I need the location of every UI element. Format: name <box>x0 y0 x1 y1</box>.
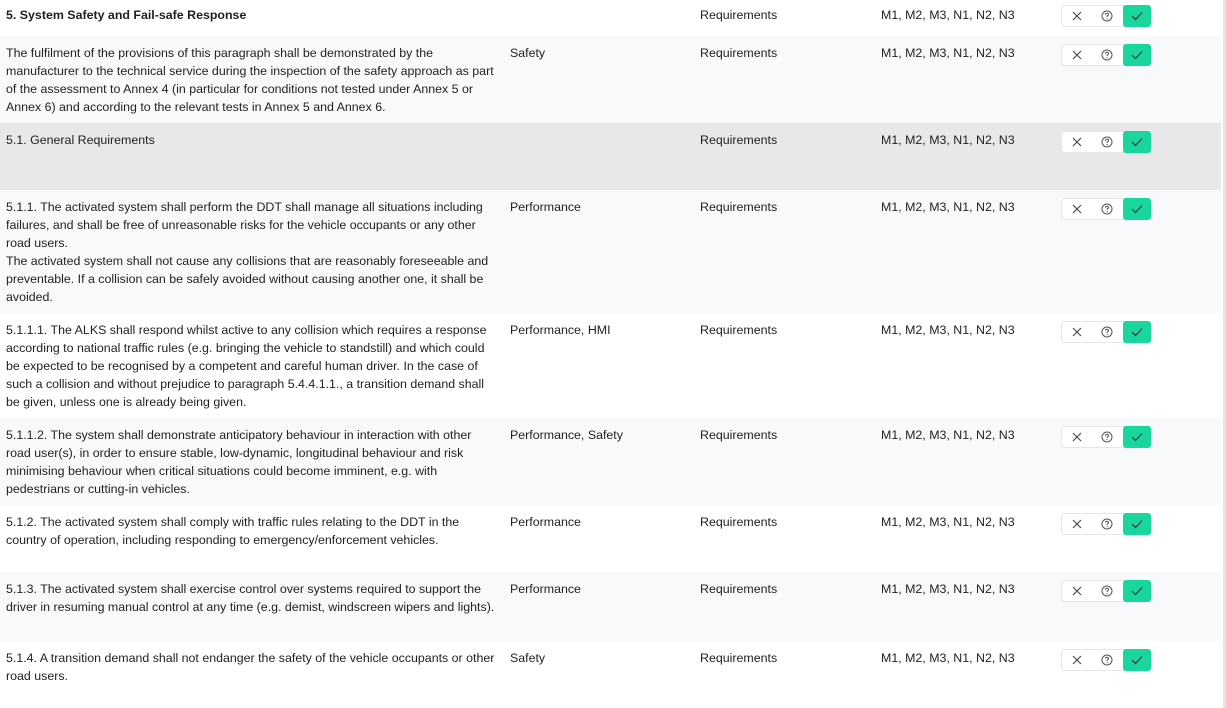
close-icon <box>1072 137 1082 147</box>
check-icon <box>1131 137 1143 147</box>
close-icon <box>1072 11 1082 21</box>
vehicle-categories: M1, M2, M3, N1, N2, N3 <box>881 46 1015 60</box>
requirement-category: Performance, Safety <box>510 428 623 442</box>
unsure-button[interactable] <box>1092 45 1122 65</box>
reject-button[interactable] <box>1062 427 1092 447</box>
vehicle-categories: M1, M2, M3, N1, N2, N3 <box>881 8 1015 22</box>
row-actions <box>1061 198 1151 220</box>
close-icon <box>1072 519 1082 529</box>
question-circle-icon <box>1101 585 1113 597</box>
unsure-button[interactable] <box>1092 322 1122 342</box>
vehicle-categories: M1, M2, M3, N1, N2, N3 <box>881 428 1015 442</box>
check-icon <box>1131 50 1143 60</box>
accept-button[interactable] <box>1123 649 1151 671</box>
question-circle-icon <box>1101 49 1113 61</box>
unsure-button[interactable] <box>1092 581 1122 601</box>
requirement-type: Requirements <box>700 651 778 665</box>
reject-button[interactable] <box>1062 199 1092 219</box>
requirement-text: 5.1.2. The activated system shall comply with traffic rules relating to the DDT in the country of operation, including responding to emergency/enforcement vehicles. <box>6 515 460 547</box>
accept-button[interactable] <box>1123 580 1151 602</box>
row-actions <box>1061 580 1151 602</box>
reject-button[interactable] <box>1062 322 1092 342</box>
reject-button[interactable] <box>1062 650 1092 670</box>
reject-button[interactable] <box>1062 581 1092 601</box>
requirement-text: 5.1.1.2. The system shall demonstrate anticipatory behaviour in interaction with other road user(s), in order to ensure stable, low-dynamic, longitudinal behaviour and risk minimising behaviour when critical situations could become imminent, e.g. with pedestrians or cutting-in vehicles. <box>6 428 472 496</box>
unsure-button[interactable] <box>1092 6 1122 26</box>
requirement-text: The fulfilment of the provisions of this paragraph shall be demonstrated by the manufacturer to the technical service during the inspection of the safety approach as part of the assessment to Annex 4 (in particular for conditions not tested under Annex 5 or Annex 6) and according to the relevant tests in Annex 5 and Annex 6. <box>6 46 494 114</box>
requirement-text: 5.1.1.1. The ALKS shall respond whilst active to any collision which requires a response according to national traffic rules (e.g. bringing the vehicle to standstill) and which could be expected to be recognised by a competent and careful human driver. In the case of such a collision and without prejudice to paragraph 5.4.4.1.1., a transition demand shall be given, unless one is already being given. <box>6 323 487 409</box>
accept-button[interactable] <box>1123 131 1151 153</box>
row-actions <box>1061 44 1151 66</box>
accept-button[interactable] <box>1123 5 1151 27</box>
check-icon <box>1131 655 1143 665</box>
requirement-text: 5.1.3. The activated system shall exercise control over systems required to support the driver in resuming manual control at any time (e.g. demist, windscreen wipers and lights). <box>6 582 495 614</box>
row-actions <box>1061 131 1151 153</box>
accept-button[interactable] <box>1123 426 1151 448</box>
reject-button[interactable] <box>1062 45 1092 65</box>
row-actions <box>1061 649 1151 671</box>
table-row <box>0 123 1221 190</box>
unsure-button[interactable] <box>1092 514 1122 534</box>
close-icon <box>1072 586 1082 596</box>
requirement-category: Performance <box>510 200 581 214</box>
requirement-type: Requirements <box>700 515 778 529</box>
row-actions <box>1061 321 1151 343</box>
requirement-type: Requirements <box>700 46 778 60</box>
vehicle-categories: M1, M2, M3, N1, N2, N3 <box>881 323 1015 337</box>
close-icon <box>1072 432 1082 442</box>
check-icon <box>1131 204 1143 214</box>
requirement-type: Requirements <box>700 133 778 147</box>
requirement-type: Requirements <box>700 582 778 596</box>
table-row <box>0 36 1221 123</box>
requirement-type: Requirements <box>700 8 778 22</box>
question-circle-icon <box>1101 203 1113 215</box>
row-actions <box>1061 5 1151 27</box>
table-row <box>0 313 1221 418</box>
close-icon <box>1072 204 1082 214</box>
question-circle-icon <box>1101 654 1113 666</box>
unsure-button[interactable] <box>1092 427 1122 447</box>
question-circle-icon <box>1101 518 1113 530</box>
check-icon <box>1131 586 1143 596</box>
row-actions <box>1061 513 1151 535</box>
table-row <box>0 572 1221 641</box>
close-icon <box>1072 327 1082 337</box>
check-icon <box>1131 327 1143 337</box>
table-row <box>0 418 1221 505</box>
check-icon <box>1131 432 1143 442</box>
vehicle-categories: M1, M2, M3, N1, N2, N3 <box>881 133 1015 147</box>
unsure-button[interactable] <box>1092 650 1122 670</box>
requirement-type: Requirements <box>700 428 778 442</box>
requirement-category: Safety <box>510 46 546 60</box>
reject-button[interactable] <box>1062 514 1092 534</box>
question-circle-icon <box>1101 136 1113 148</box>
table-row <box>0 641 1221 708</box>
requirement-text: 5.1.1. The activated system shall perform the DDT shall manage all situations including failures, and shall be free of unreasonable risks for the vehicle occupants or any other road users. The activated system shall not cause any collisions that are reasonably foreseeable and preventable. If a collision can be safely avoided without causing another one, it shall be avoided. <box>6 200 489 304</box>
accept-button[interactable] <box>1123 513 1151 535</box>
requirement-text: 5. System Safety and Fail-safe Response <box>6 8 247 22</box>
table-row <box>0 0 1221 36</box>
close-icon <box>1072 50 1082 60</box>
vehicle-categories: M1, M2, M3, N1, N2, N3 <box>881 200 1015 214</box>
row-actions <box>1061 426 1151 448</box>
question-circle-icon <box>1101 10 1113 22</box>
check-icon <box>1131 519 1143 529</box>
requirement-text: 5.1. General Requirements <box>6 133 155 147</box>
close-icon <box>1072 655 1082 665</box>
requirement-type: Requirements <box>700 323 778 337</box>
reject-button[interactable] <box>1062 6 1092 26</box>
requirement-category: Performance <box>510 515 581 529</box>
unsure-button[interactable] <box>1092 132 1122 152</box>
vehicle-categories: M1, M2, M3, N1, N2, N3 <box>881 582 1015 596</box>
requirement-category: Safety <box>510 651 546 665</box>
table-row <box>0 505 1221 572</box>
requirement-type: Requirements <box>700 200 778 214</box>
question-circle-icon <box>1101 431 1113 443</box>
reject-button[interactable] <box>1062 132 1092 152</box>
accept-button[interactable] <box>1123 198 1151 220</box>
accept-button[interactable] <box>1123 321 1151 343</box>
check-icon <box>1131 11 1143 21</box>
requirement-category: Performance <box>510 582 581 596</box>
vehicle-categories: M1, M2, M3, N1, N2, N3 <box>881 651 1015 665</box>
requirement-text: 5.1.4. A transition demand shall not endanger the safety of the vehicle occupants or other road users. <box>6 651 495 683</box>
vehicle-categories: M1, M2, M3, N1, N2, N3 <box>881 515 1015 529</box>
accept-button[interactable] <box>1123 44 1151 66</box>
table-row <box>0 190 1221 313</box>
unsure-button[interactable] <box>1092 199 1122 219</box>
requirement-category: Performance, HMI <box>510 323 611 337</box>
question-circle-icon <box>1101 326 1113 338</box>
